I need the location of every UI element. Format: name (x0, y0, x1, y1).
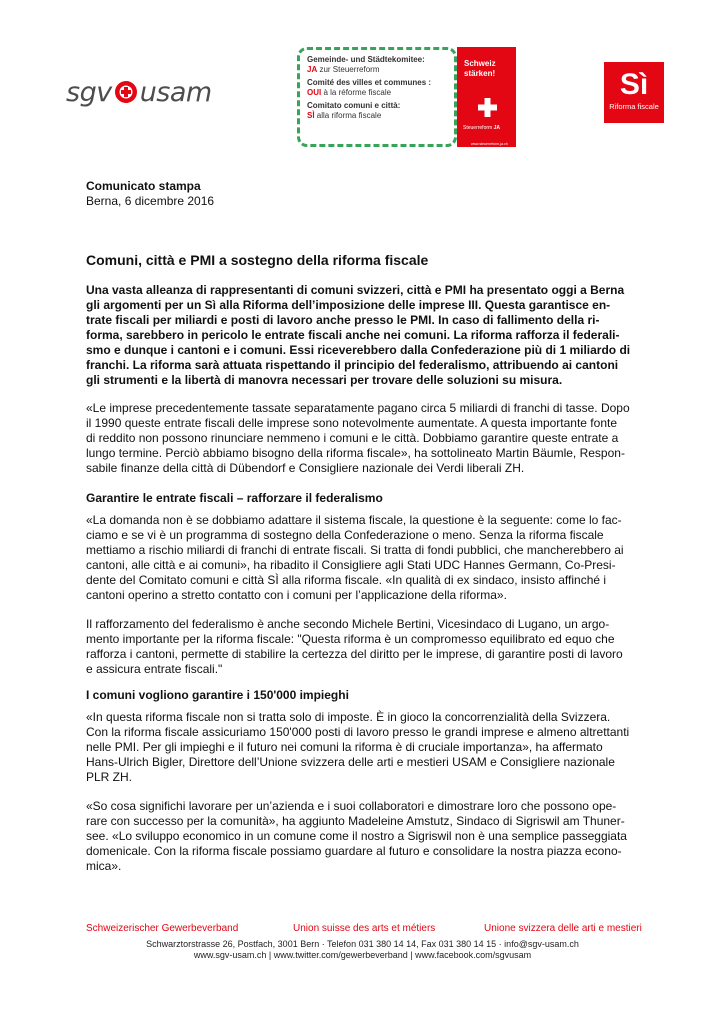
paragraph-line: «La domanda non è se dobbiamo adattare il sistema fiscale, la questione è la seguente: come lo fac- (86, 513, 622, 527)
schweiz-line2: stärken! (464, 69, 496, 78)
committee-de-ja: JA (307, 65, 318, 74)
paragraph-4 (86, 710, 638, 785)
paragraph-3 (86, 617, 638, 677)
paragraph-line: PLR ZH. (86, 770, 133, 784)
lead-line: Una vasta alleanza di rappresentanti di comuni svizzeri, città e PMI ha presentato oggi a Berna (86, 283, 625, 297)
paragraph-line: nelle PMI. Per gli impieghi e il futuro nei comuni la riforma è di cruciale importanza», ha affermato (86, 740, 603, 754)
paragraph-5 (86, 799, 638, 874)
paragraph-line: mica». (86, 859, 122, 873)
page-title: Comuni, città e PMI a sostegno della riforma fiscale (86, 252, 429, 268)
section-heading-1: Garantire le entrate fiscali – rafforzare il federalismo (86, 491, 383, 505)
footer-org-it: Unione svizzera delle arti e mestieri (484, 923, 642, 934)
committee-fr-rest: à la réforme fiscale (323, 88, 392, 97)
paragraph-line: Il rafforzamento del federalismo è anche secondo Michele Bertini, Vicesindaco di Lugano, un argo- (86, 617, 610, 631)
committee-fr-title: Comité des villes et communes : (307, 78, 432, 87)
committee-de-title: Gemeinde- und Städtekomitee: (307, 55, 425, 64)
schweiz-small (463, 125, 500, 131)
paragraph-line: «So cosa significhi lavorare per un’azienda e i suoi collaboratori e dimostrare loro che possono ope- (86, 799, 617, 813)
committee-de-rest: zur Steuerreform (319, 65, 380, 74)
paragraph-line: cantoni, alle città e ai comuni», ha ribadito il Consigliere agli Stati UDC Hannes Germann, Co-Presi- (86, 558, 616, 572)
committee-it-si: SÌ (307, 111, 315, 120)
footer-links: www.sgv-usam.ch | www.twitter.com/gewerbeverband | www.facebook.com/sgvusam (193, 950, 532, 960)
paragraph-line: see. «Lo sviluppo economico in un comune come il nostro a Sigriswil non è una semplice passeggiata (86, 829, 627, 843)
paragraph-line: Hans-Ulrich Bigler, Direttore dell’Unione svizzera delle arti e mestieri USAM e Consigliere nazionale (86, 755, 615, 769)
paragraph-line: e assicura entrate fiscali." (86, 662, 223, 676)
paragraph-2 (86, 513, 638, 603)
committee-fr-oui: OUI (307, 88, 322, 97)
paragraph-1 (86, 401, 638, 476)
paragraph-line: sabile finanze della città di Dübendorf e Consigliere nazionale dei Verdi liberali ZH. (86, 461, 525, 475)
paragraph-line: «In questa riforma fiscale non si tratta solo di imposte. È in gioco la concorrenzialità della Svizzera. (86, 710, 611, 724)
press-date: Berna, 6 dicembre 2016 (86, 194, 215, 208)
paragraph-line: mettiamo a rischio miliardi di franchi di entrate fiscali. Si tratta di fondi pubblici, che mancherebbero ai (86, 543, 624, 557)
press-label: Comunicato stampa (86, 179, 201, 193)
schweiz-small-ja: JA (493, 125, 500, 131)
lead-line: gli strumenti e la libertà di manovra necessari per trovare delle soluzioni su misura. (86, 373, 563, 387)
paragraph-line: il 1990 queste entrate fiscali delle imprese sono notevolmente aumentate. A questa importante fonte (86, 416, 617, 430)
paragraph-line: rare con successo per la comunità», ha aggiunto Madeleine Amstutz, Sindaco di Sigriswil am Thuner- (86, 814, 625, 828)
lead-line: gli argomenti per un Sì alla Riforma dell’imposizione delle imprese III. Questa garantisce en- (86, 298, 611, 312)
footer-address: Schwarztorstrasse 26, Postfach, 3001 Bern · Telefon 031 380 14 14, Fax 031 380 14 15 · info@sgv-usam.ch (146, 939, 579, 949)
paragraph-line: domenicale. Con la riforma fiscale possiamo guardare al futuro e consolidare la nostra piazza econo- (86, 844, 622, 858)
schweiz-url: www.steuerreform-ja.ch (471, 142, 508, 146)
paragraph-line: di reddito non possono rinunciare nemmeno i comuni e le città. Dobbiamo garantire queste entrate a (86, 431, 619, 445)
committee-it (307, 101, 448, 121)
paragraph-line: «Le imprese precedentemente tassate separatamente pagano circa 5 miliardi di franchi di tasse. Dopo (86, 401, 630, 415)
si-badge-sub: Riforma fiscale (609, 102, 659, 111)
sgv-logo-right: usam (139, 76, 212, 108)
footer-org-de: Schweizerischer Gewerbeverband (86, 923, 239, 934)
paragraph-line: lungo termine. Perciò abbiamo bisogno della riforma fiscale», ha sottolineato Martin Bäumle, Respon- (86, 446, 625, 460)
lead-line: franchi. La riforma sarà attuata rispettando il principio del federalismo, attribuendo ai cantoni (86, 358, 619, 372)
sgv-logo-mark-icon (114, 80, 138, 104)
committee-it-rest: alla riforma fiscale (316, 111, 382, 120)
lead-line: smo e dunque i cantoni e i comuni. Essi riceverebbero dalla Confederazione più di 1 miliardo di (86, 343, 631, 357)
committee-box (297, 47, 457, 147)
swiss-cross-icon (477, 97, 498, 118)
paragraph-line: mento importante per la riforma fiscale: "Questa riforma è un compromesso equilibrato ed equo che (86, 632, 615, 646)
paragraph-line: rafforza i cantoni, permette di stabilire la certezza del diritto per le imprese, di garantire posti di lavoro (86, 647, 623, 661)
lead-paragraph (86, 283, 638, 388)
paragraph-line: cantoni operino a stretto contatto con i comuni per l’applicazione della riforma». (86, 588, 507, 602)
schweiz-staerken-badge (457, 47, 516, 147)
sgv-logo-left: sgv (66, 76, 112, 108)
si-badge-big: Sì (619, 68, 649, 101)
si-riforma-badge (604, 62, 664, 123)
schweiz-small-text: Steuerreform (463, 125, 493, 131)
sgv-usam-logo (66, 72, 212, 112)
lead-line: forma, sarebbero in pericolo le entrate fiscali anche nei comuni. La riforma rafforza il federali- (86, 328, 620, 342)
paragraph-line: dente del Comitato comuni e città SÌ alla riforma fiscale. «In qualità di ex sindaco, insisto affinché i (86, 573, 607, 587)
committee-de (307, 55, 448, 75)
paragraph-line: Con la riforma fiscale assicuriamo 150'000 posti di lavoro presso le grandi imprese e almeno altrettanti (86, 725, 630, 739)
footer-org-fr: Union suisse des arts et métiers (293, 923, 436, 934)
schweiz-line1: Schweiz (464, 59, 496, 68)
lead-line: trate fiscali per miliardi e posti di lavoro anche presso le PMI. In caso di fallimento della ri- (86, 313, 600, 327)
committee-fr (307, 78, 448, 98)
committee-it-title: Comitato comuni e città: (307, 101, 401, 110)
section-heading-2: I comuni vogliono garantire i 150'000 impieghi (86, 688, 349, 702)
paragraph-line: ciamo e se vi è un programma di sostegno della Confederazione o meno. Senza la riforma fiscale (86, 528, 604, 542)
